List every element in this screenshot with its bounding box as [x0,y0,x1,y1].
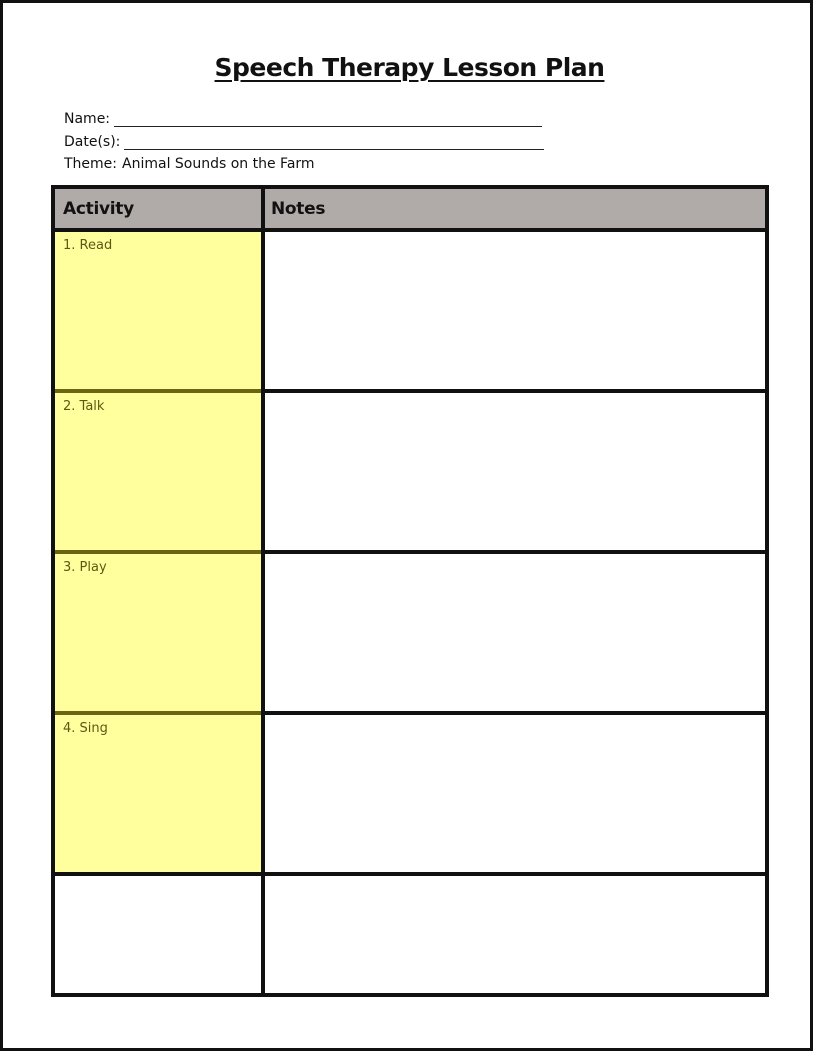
table-row [55,715,765,872]
header-activity: Activity [63,199,134,219]
table-header [55,189,765,232]
table-row [55,876,765,993]
page-title [3,53,813,82]
table-row [55,393,765,550]
header-notes: Notes [271,199,326,219]
table-row [55,554,765,711]
activity-cell[interactable]: 3. Play [55,554,261,711]
activity-cell[interactable]: 4. Sing [55,715,261,872]
column-divider [261,189,265,993]
notes-cell[interactable] [265,393,765,550]
name-field [64,111,542,127]
name-input-line[interactable] [114,112,542,127]
theme-label: Theme: [64,156,118,172]
theme-value: Animal Sounds on the Farm [122,156,315,172]
notes-cell[interactable] [265,232,765,389]
activity-cell[interactable]: 1. Read [55,232,261,389]
activity-cell[interactable]: 2. Talk [55,393,261,550]
notes-cell[interactable] [265,876,765,993]
name-label: Name: [64,111,111,127]
dates-field [64,134,544,150]
notes-cell[interactable] [265,715,765,872]
dates-input-line[interactable] [124,135,544,150]
dates-label: Date(s): [64,134,121,150]
table-row [55,232,765,389]
notes-cell[interactable] [265,554,765,711]
activity-cell[interactable] [55,876,261,993]
title-text: Speech Therapy Lesson Plan [214,53,605,82]
theme-field [64,156,315,172]
lesson-plan-table [51,185,769,997]
